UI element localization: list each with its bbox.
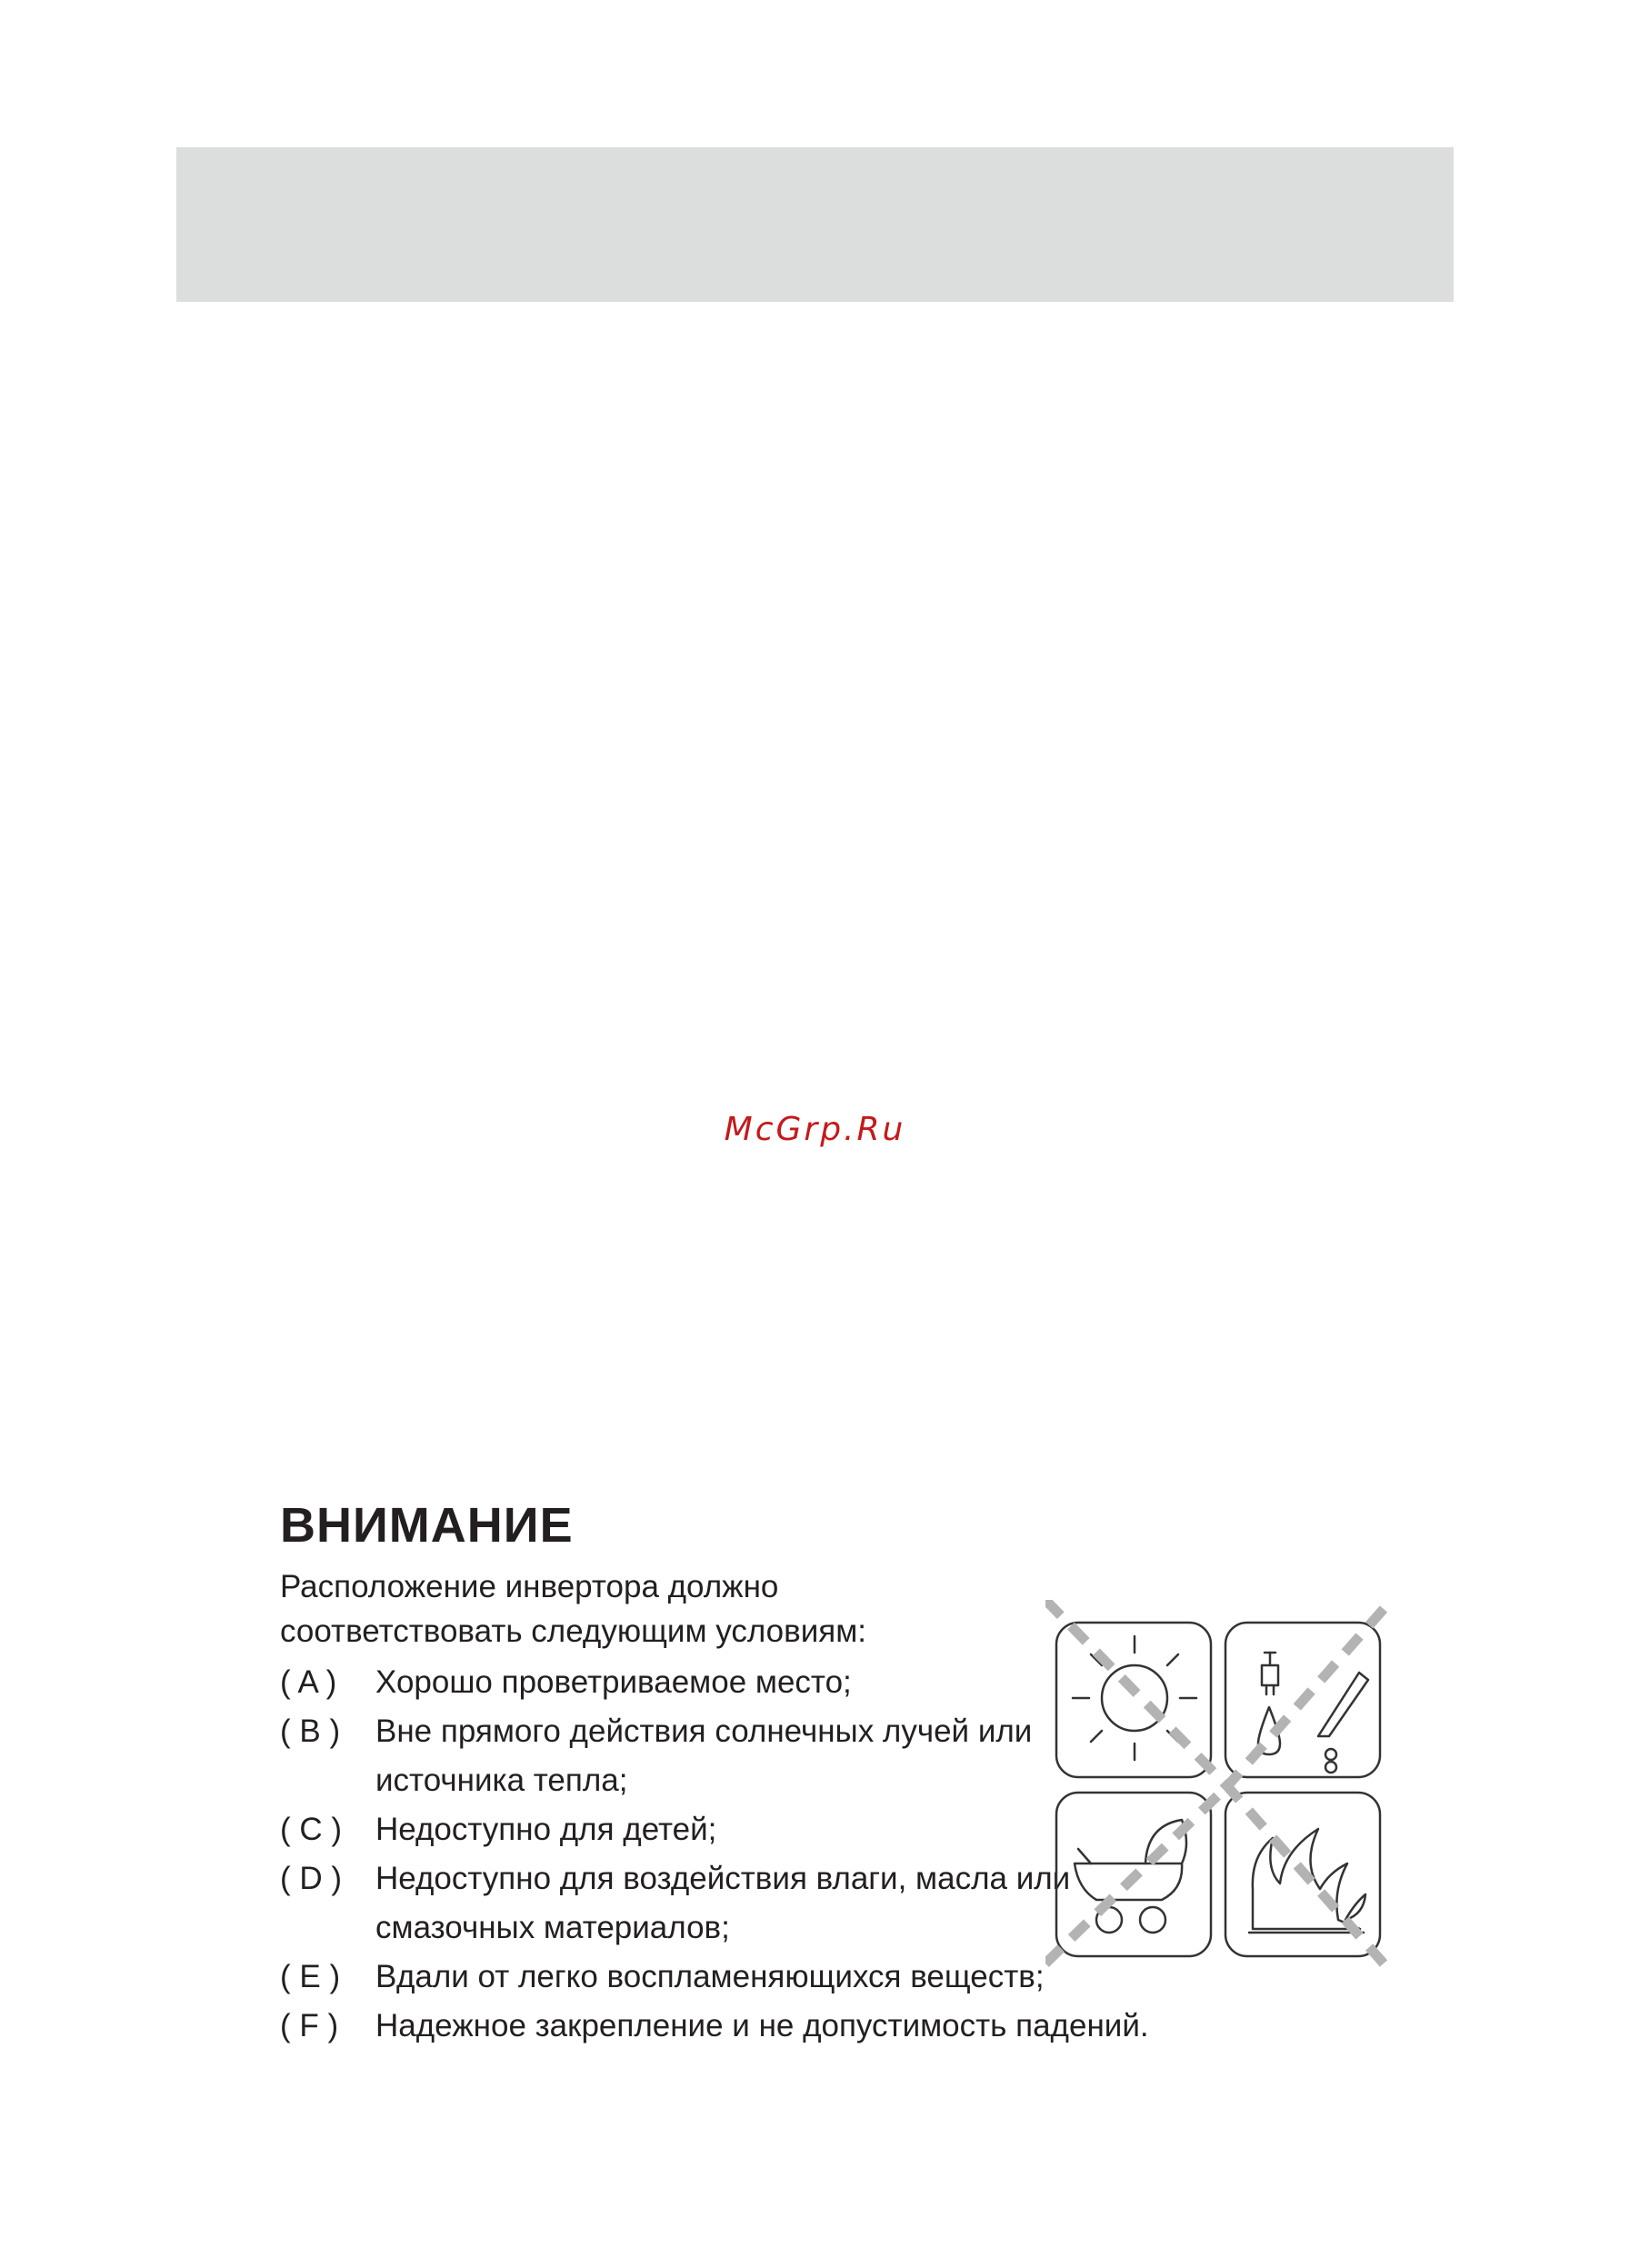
- condition-item-c: [280, 1805, 1085, 1854]
- condition-mark: ( F ): [280, 2008, 339, 2043]
- condition-item-f: [280, 2002, 1375, 2051]
- condition-mark: ( A ): [280, 1664, 337, 1700]
- intro-line: Расположение инвертора должно: [280, 1569, 779, 1604]
- condition-text: Недоступно для детей;: [375, 1812, 717, 1847]
- no-sun-icon: [1056, 1623, 1211, 1777]
- header-band: [176, 147, 1454, 302]
- condition-item-e: [280, 1953, 1085, 2002]
- warning-title: ВНИМАНИЕ: [280, 1498, 574, 1553]
- condition-item-a: [280, 1658, 1085, 1707]
- condition-text: Недоступно для воздействия влаги, масла или смазочных материалов;: [375, 1861, 1071, 1945]
- condition-mark: ( B ): [280, 1713, 341, 1749]
- condition-text: Хорошо проветриваемое место;: [375, 1664, 852, 1700]
- prohibition-hatching: [1045, 1600, 1384, 1963]
- condition-mark: ( D ): [280, 1861, 343, 1896]
- condition-text: Вдали от легко воспламеняющихся веществ;: [375, 1959, 1045, 1994]
- watermark: McGrp.Ru: [724, 1111, 906, 1148]
- condition-item-d: [280, 1854, 1085, 1953]
- condition-item-b: [280, 1707, 1085, 1805]
- condition-mark: ( C ): [280, 1812, 343, 1847]
- condition-mark: ( E ): [280, 1959, 341, 1994]
- condition-text: Надежное закрепление и не допустимость падений.: [375, 2008, 1149, 2043]
- condition-text: Вне прямого действия солнечных лучей или источника тепла;: [375, 1713, 1033, 1798]
- warning-icons: [1045, 1600, 1391, 1968]
- warning-icons-graphic: [1045, 1600, 1391, 1968]
- intro-line: соответствовать следующим условиям:: [280, 1614, 867, 1649]
